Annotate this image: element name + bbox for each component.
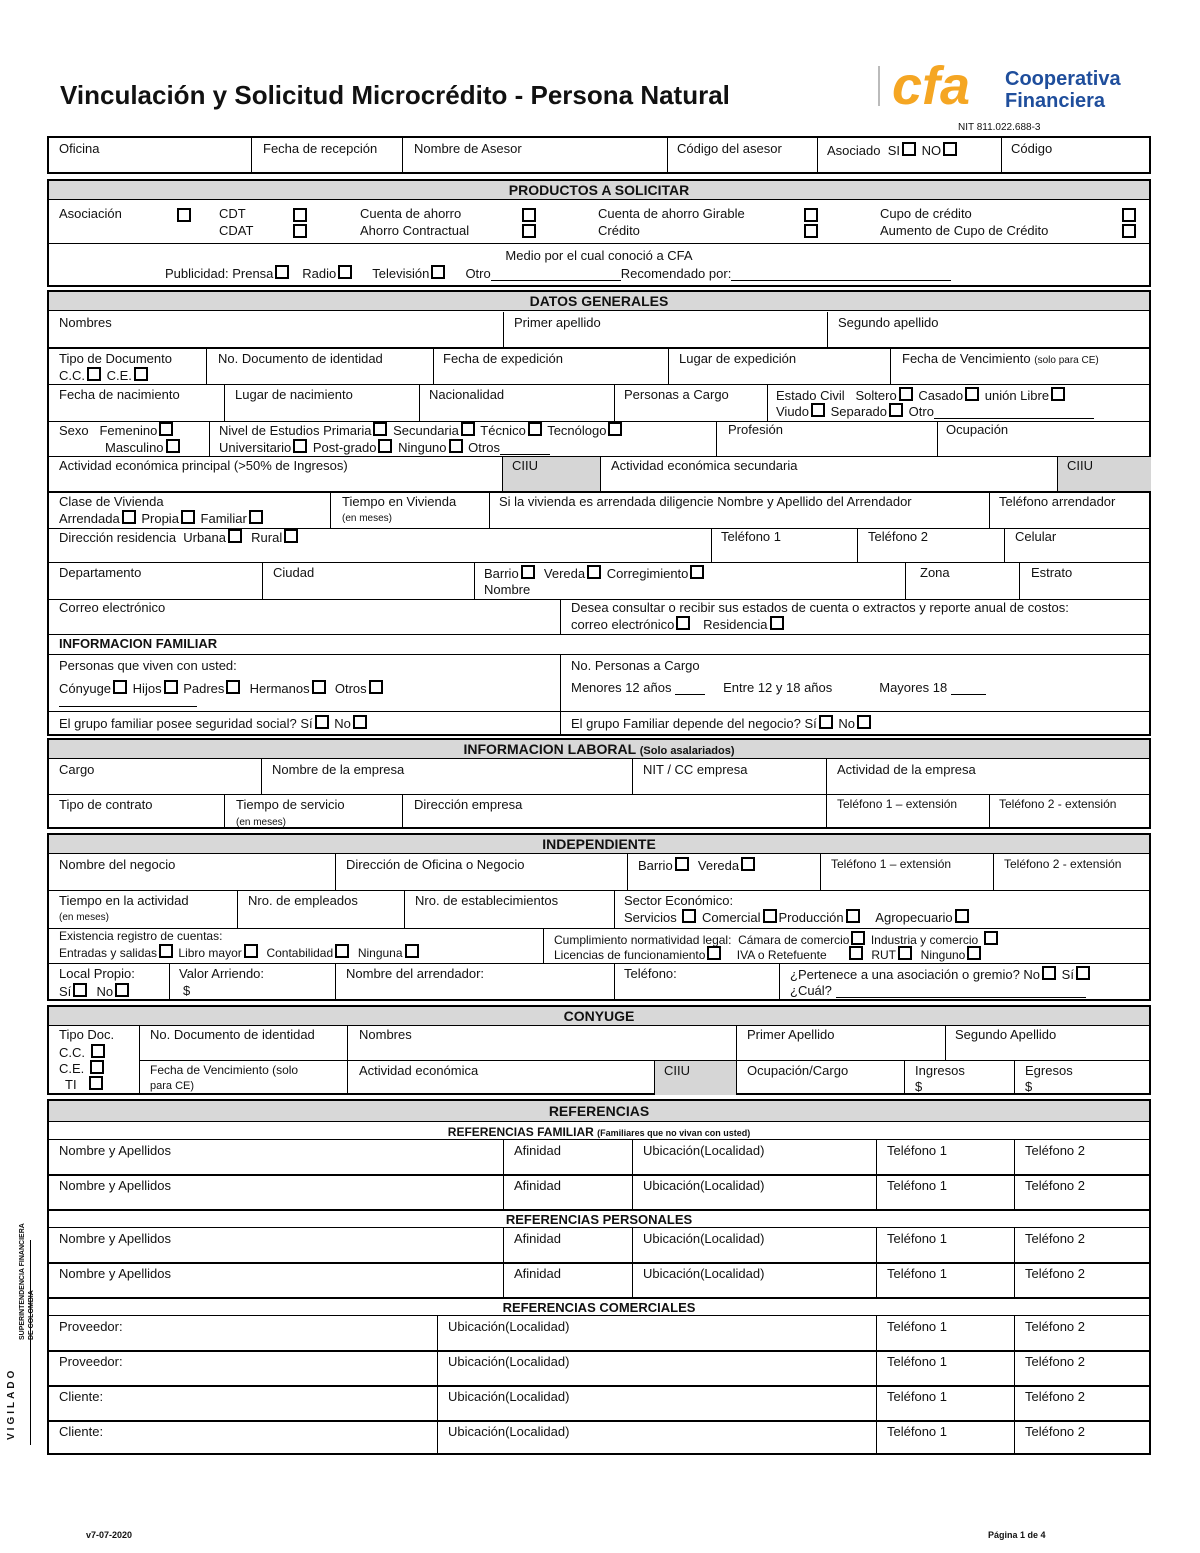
en-meses-independiente-note: (en meses) [59,912,110,923]
primaria-checkbox[interactable] [373,422,387,436]
ref-comercial-tel1-1[interactable]: Teléfono 1 [887,1319,947,1334]
licencias-checkbox[interactable] [707,946,721,960]
cc-checkbox[interactable] [87,367,101,381]
otros-estudios-input[interactable] [500,454,550,455]
telefono1-laboral-field[interactable]: Teléfono 1 – extensión [837,797,958,811]
tipo-documento-label: Tipo de Documento [59,351,172,366]
sector-economico-label: Sector Económico: [624,893,734,908]
arrendada-checkbox[interactable] [122,510,136,524]
vereda-checkbox[interactable] [587,565,601,579]
ref-comercial-proveedor-1[interactable]: Proveedor: [59,1319,123,1334]
conyuge-cc-option: C.C. [59,1044,107,1060]
extractos-label: Desea consultar o recibir sus estados de cuenta o extractos y reporte anual de costos: [571,600,1069,615]
ref-comercial-ubicacion-4[interactable]: Ubicación(Localidad) [448,1424,570,1439]
cupo-credito-checkbox[interactable] [1122,208,1136,222]
cuenta-ahorro-checkbox[interactable] [522,208,536,222]
tiempo-servicio-field[interactable]: Tiempo de servicio [236,797,345,812]
credito-checkbox[interactable] [804,224,818,238]
cuenta-girable-checkbox[interactable] [804,208,818,222]
ahorro-contractual-label: Ahorro Contractual [360,223,470,238]
ciiu-secundaria-field[interactable]: CIIU [1067,458,1093,473]
codigo-asesor-field[interactable]: Código del asesor [677,141,782,156]
conyuge-ingresos-field[interactable]: Ingresos [915,1063,965,1078]
actividad-empresa-field[interactable]: Actividad de la empresa [837,762,976,777]
ref-comercial-tel2-1[interactable]: Teléfono 2 [1025,1319,1085,1334]
tecnico-checkbox[interactable] [528,422,542,436]
seguridad-no-checkbox[interactable] [353,715,367,729]
depende-no-checkbox[interactable] [857,715,871,729]
ref-familiar-nombre-1[interactable]: Nombre y Apellidos [59,1143,171,1158]
nombre-negocio-field[interactable]: Nombre del negocio [59,857,176,872]
personas-cargo-field[interactable]: Personas a Cargo [624,387,729,402]
gremio-cual: ¿Cuál? [790,983,1086,998]
ref-comercial-tel1-3[interactable]: Teléfono 1 [887,1389,947,1404]
credito-label: Crédito [598,223,640,238]
ref-personal-tel2-2[interactable]: Teléfono 2 [1025,1266,1085,1281]
conyuge-ce-option: C.E. [59,1060,106,1076]
barrio-checkbox[interactable] [521,565,535,579]
depende-si-checkbox[interactable] [819,715,833,729]
correo-electronico-field[interactable]: Correo electrónico [59,600,166,615]
conyuge-ce-checkbox[interactable] [90,1060,104,1074]
cumplimiento-options: Cumplimiento normatividad legal: Cámara de comercio Industria y comercio [554,931,1000,948]
barrio-options: Barrio Vereda Corregimiento [484,565,706,581]
telefono2-field[interactable]: Teléfono 2 [868,529,928,544]
rut-checkbox[interactable] [898,946,912,960]
gremio-no-checkbox[interactable] [1042,966,1056,980]
estrato-field[interactable]: Estrato [1031,565,1073,580]
ciudad-field[interactable]: Ciudad [273,565,315,580]
mayores-input[interactable] [951,694,986,695]
informacion-familiar-title: INFORMACION FAMILIAR [59,636,218,651]
tipo-contrato-field[interactable]: Tipo de contrato [59,797,153,812]
produccion-checkbox[interactable] [846,909,860,923]
ref-personal-ubicacion-2[interactable]: Ubicación(Localidad) [643,1266,765,1281]
profesion-field[interactable]: Profesión [728,422,783,437]
informacion-laboral-section [47,738,1151,829]
svg-text:cfa: cfa [892,56,971,114]
ref-comercial-cliente-1[interactable]: Cliente: [59,1389,104,1404]
conyuge-para-ce-note: para CE) [150,1080,195,1092]
ref-familiar-tel2-2[interactable]: Teléfono 2 [1025,1178,1085,1193]
page-title: Vinculación y Solicitud Microcrédito - Persona Natural [60,80,730,110]
referencias-personales-title: REFERENCIAS PERSONALES [505,1212,693,1227]
ref-comercial-ubicacion-2[interactable]: Ubicación(Localidad) [448,1354,570,1369]
productos-band: PRODUCTOS A SOLICITAR [49,181,1149,200]
conyuge-ocupacion-field[interactable]: Ocupación/Cargo [747,1063,849,1078]
libro-mayor-checkbox[interactable] [244,944,258,958]
corregimiento-checkbox[interactable] [690,565,704,579]
ref-familiar-ubicacion-2[interactable]: Ubicación(Localidad) [643,1178,765,1193]
gremio-cual-input[interactable] [836,997,1086,998]
conyuge-actividad-field[interactable]: Actividad económica [359,1063,479,1078]
personas-viven-label: Personas que viven con usted: [59,658,237,673]
depende-negocio-question: El grupo Familiar depende del negocio? Sí No [571,715,873,731]
celular-field[interactable]: Celular [1015,529,1057,544]
masculino-checkbox[interactable] [166,439,180,453]
aumento-cupo-label: Aumento de Cupo de Crédito [880,223,1049,238]
fecha-expedicion-field[interactable]: Fecha de expedición [443,351,563,366]
nombre-empresa-field[interactable]: Nombre de la empresa [272,762,405,777]
conyuge-cc-checkbox[interactable] [91,1044,105,1058]
conyuge-ciiu-field[interactable]: CIIU [664,1063,690,1078]
ref-familiar-tel1-2[interactable]: Teléfono 1 [887,1178,947,1193]
svg-text:Financiera: Financiera [1005,90,1106,112]
conyuge-ti-checkbox[interactable] [89,1076,103,1090]
union-libre-checkbox[interactable] [1051,387,1065,401]
datos-generales-section [47,290,1151,736]
medio-label: Medio por el cual conoció a CFA [505,248,693,263]
tiempo-actividad-field[interactable]: Tiempo en la actividad [59,893,189,908]
camara-checkbox[interactable] [851,931,865,945]
menores-input[interactable] [675,694,705,695]
ce-checkbox[interactable] [134,367,148,381]
lugar-nacimiento-field[interactable]: Lugar de nacimiento [235,387,353,402]
personas-cargo-inputs: Menores 12 años Entre 12 y 18 años Mayores 18 [571,680,986,695]
tiempo-vivienda-field[interactable]: Tiempo en Vivienda [342,494,457,509]
asociado-no-checkbox[interactable] [943,142,957,156]
ninguno-legal-checkbox[interactable] [967,946,981,960]
prensa-checkbox[interactable] [275,265,289,279]
asociacion-checkbox[interactable] [177,208,191,222]
industria-checkbox[interactable] [984,931,998,945]
codigo-field[interactable]: Código [1011,141,1053,156]
ref-comercial-proveedor-2[interactable]: Proveedor: [59,1354,123,1369]
asociado-field: Asociado SI NO [827,142,959,158]
seguridad-social-question: El grupo familiar posee seguridad social? Sí No [59,715,369,731]
direccion-residencia-field[interactable]: Dirección residencia Urbana Rural [59,529,300,545]
propia-checkbox[interactable] [181,510,195,524]
tecnologo-checkbox[interactable] [608,422,622,436]
local-si-checkbox[interactable] [73,983,87,997]
medio-options: Publicidad: Prensa Radio Televisión Otro Recomendado por: [165,265,951,281]
ref-personal-ubicacion-1[interactable]: Ubicación(Localidad) [643,1231,765,1246]
sector-options: Servicios Comercial Producción Agropecuario [624,909,971,925]
nit-empresa-field[interactable]: NIT / CC empresa [643,762,748,777]
ahorro-contractual-checkbox[interactable] [522,224,536,238]
nombre-barrio-field[interactable]: Nombre [484,582,531,597]
productos-section [47,179,1151,287]
recomendado-input[interactable] [731,280,951,281]
ref-comercial-tel1-2[interactable]: Teléfono 1 [887,1354,947,1369]
femenino-checkbox[interactable] [159,422,173,436]
ref-familiar-ubicacion-1[interactable]: Ubicación(Localidad) [643,1143,765,1158]
ref-familiar-tel2-1[interactable]: Teléfono 2 [1025,1143,1085,1158]
local-propio-options: Sí No [59,983,131,999]
nombre-arrendador-field[interactable]: Nombre del arrendador: [346,966,485,981]
separado-checkbox[interactable] [889,403,903,417]
cdt-label: CDT [219,206,246,221]
conyuge-band: CONYUGE [49,1007,1149,1026]
nombre-asesor-field[interactable]: Nombre de Asesor [414,141,522,156]
ref-familiar-afinidad-2[interactable]: Afinidad [514,1178,561,1193]
registro-cuentas-label: Existencia registro de cuentas: [59,929,223,943]
departamento-field[interactable]: Departamento [59,565,142,580]
otro-medio-input[interactable] [491,280,621,281]
sexo-options: Sexo Femenino [59,422,175,438]
independiente-section [47,833,1151,1001]
postgrado-checkbox[interactable] [378,439,392,453]
gremio-question: ¿Pertenece a una asociación o gremio? No Sí [790,966,1092,982]
en-meses-laboral-note: (en meses) [236,817,287,828]
ninguno-estudios-checkbox[interactable] [449,439,463,453]
header-section [47,136,1151,174]
telefono1-field[interactable]: Teléfono 1 [721,529,781,544]
ref-comercial-tel1-4[interactable]: Teléfono 1 [887,1424,947,1439]
lugar-expedicion-field[interactable]: Lugar de expedición [679,351,797,366]
page-number: Página 1 de 4 [988,1530,1046,1540]
telefono2-laboral-field[interactable]: Teléfono 2 - extensión [999,797,1117,811]
actividad-principal-field[interactable]: Actividad económica principal (>50% de Ingresos) [59,458,348,473]
secundaria-checkbox[interactable] [461,422,475,436]
television-checkbox[interactable] [431,265,445,279]
primer-apellido-field[interactable]: Primer apellido [514,315,601,330]
referencias-section [47,1099,1151,1455]
cdat-checkbox[interactable] [293,224,307,238]
asociado-si-checkbox[interactable] [902,142,916,156]
arrendador-field[interactable]: Si la vivienda es arrendada diligencie Nombre y Apellido del Arrendador [499,494,912,509]
vigilado-label: VIGILADO [6,1367,17,1440]
cuenta-girable-label: Cuenta de ahorro Girable [598,206,745,221]
local-propio-label: Local Propio: [59,966,135,981]
ref-comercial-tel2-3[interactable]: Teléfono 2 [1025,1389,1085,1404]
telefono2-negocio-field[interactable]: Teléfono 2 - extensión [1004,857,1122,871]
hermanos-checkbox[interactable] [312,680,326,694]
entradas-checkbox[interactable] [159,944,173,958]
viudo-checkbox[interactable] [811,403,825,417]
ref-personal-nombre-2[interactable]: Nombre y Apellidos [59,1266,171,1281]
no-personas-cargo-label: No. Personas a Cargo [571,658,700,673]
vereda-negocio-checkbox[interactable] [741,857,755,871]
establecimientos-field[interactable]: Nro. de establecimientos [415,893,559,908]
version-label: v7-07-2020 [86,1530,133,1540]
ninguna-checkbox[interactable] [405,944,419,958]
nit-label: NIT 811.022.688-3 [958,122,1041,133]
clase-vivienda-options: Arrendada Propia Familiar [59,510,265,526]
empleados-field[interactable]: Nro. de empleados [248,893,358,908]
conyuge-egresos-currency: $ [1025,1079,1033,1094]
ref-comercial-ubicacion-3[interactable]: Ubicación(Localidad) [448,1389,570,1404]
gremio-si-checkbox[interactable] [1076,966,1090,980]
soltero-checkbox[interactable] [899,387,913,401]
ref-comercial-tel2-2[interactable]: Teléfono 2 [1025,1354,1085,1369]
ref-personal-afinidad-2[interactable]: Afinidad [514,1266,561,1281]
telefono1-negocio-field[interactable]: Teléfono 1 – extensión [831,857,952,871]
conyuge-ti-option: TI [65,1076,105,1092]
ref-comercial-cliente-2[interactable]: Cliente: [59,1424,104,1439]
otro-estado-input[interactable] [934,418,1094,419]
referencias-band: REFERENCIAS [49,1101,1149,1122]
zona-field[interactable]: Zona [920,565,950,580]
no-documento-field[interactable]: No. Documento de identidad [218,351,383,366]
ref-familiar-afinidad-1[interactable]: Afinidad [514,1143,561,1158]
datos-generales-band: DATOS GENERALES [49,292,1149,311]
ciiu-principal-field[interactable]: CIIU [512,458,538,473]
aumento-cupo-checkbox[interactable] [1122,224,1136,238]
extracto-residencia-checkbox[interactable] [770,616,784,630]
registro-cuentas-options: Entradas y salidas Libro mayor Contabilidad Ninguna [59,944,421,961]
ref-personal-nombre-1[interactable]: Nombre y Apellidos [59,1231,171,1246]
ref-personal-tel1-2[interactable]: Teléfono 1 [887,1266,947,1281]
cdat-label: CDAT [219,223,254,238]
valor-arriendo-field[interactable]: Valor Arriendo: [179,966,265,981]
extractos-options: correo electrónico Residencia [571,616,786,632]
conyuge-segundo-apellido-field[interactable]: Segundo Apellido [955,1027,1057,1042]
conyuge-section [47,1005,1151,1095]
estado-civil-options: Estado Civil Soltero Casado unión Libre [776,387,1067,403]
referencias-familiar-title: REFERENCIAS FAMILIAR (Familiares que no vivan con usted) [447,1125,751,1139]
cuenta-ahorro-label: Cuenta de ahorro [360,206,462,221]
en-meses-note: (en meses) [342,513,393,524]
ref-comercial-ubicacion-1[interactable]: Ubicación(Localidad) [448,1319,570,1334]
referencias-comerciales-title: REFERENCIAS COMERCIALES [502,1300,696,1315]
iva-checkbox[interactable] [849,946,863,960]
agropecuario-checkbox[interactable] [955,909,969,923]
seguridad-si-checkbox[interactable] [315,715,329,729]
cdt-checkbox[interactable] [293,208,307,222]
sexo-options-2: Masculino [105,439,182,455]
nombres-field[interactable]: Nombres [59,315,112,330]
casado-checkbox[interactable] [965,387,979,401]
estado-civil-options-2: Viudo Separado Otro [776,403,1094,419]
fecha-vencimiento-field[interactable]: Fecha de Vencimiento (solo para CE) [902,351,1099,366]
comercial-checkbox[interactable] [763,909,777,923]
conyuge-tipo-doc-label: Tipo Doc. [59,1027,115,1042]
clase-vivienda-label: Clase de Vivienda [59,494,164,509]
personas-viven-options: Cónyuge Hijos Padres Hermanos Otros [59,680,385,696]
ocupacion-field[interactable]: Ocupación [946,422,1009,437]
urbana-checkbox[interactable] [228,529,242,543]
direccion-empresa-field[interactable]: Dirección empresa [414,797,523,812]
hijos-checkbox[interactable] [164,680,178,694]
otros-familia-checkbox[interactable] [369,680,383,694]
conyuge-fecha-venc-field[interactable]: Fecha de Vencimiento (solo [150,1063,299,1077]
conyuge-nombres-field[interactable]: Nombres [359,1027,412,1042]
nivel-estudios-options-2: Universitario Post-grado Ninguno Otros [219,439,550,455]
familiar-vivienda-checkbox[interactable] [249,510,263,524]
nivel-estudios-options: Nivel de Estudios Primaria Secundaria Técnico Tecnólogo [219,422,624,438]
nacionalidad-field[interactable]: Nacionalidad [429,387,505,402]
cfa-logo [878,52,1133,114]
telefono-arrendador-negocio-field[interactable]: Teléfono: [624,966,677,981]
ref-comercial-tel2-4[interactable]: Teléfono 2 [1025,1424,1085,1439]
asociacion-option[interactable]: Asociación [59,206,122,221]
conyuge-checkbox[interactable] [113,680,127,694]
segundo-apellido-field[interactable]: Segundo apellido [838,315,939,330]
oficina-field[interactable]: Oficina [59,141,100,156]
actividad-secundaria-field[interactable]: Actividad económica secundaria [611,458,798,473]
servicios-checkbox[interactable] [682,909,696,923]
extracto-correo-checkbox[interactable] [676,616,690,630]
radio-checkbox[interactable] [338,265,352,279]
conyuge-ingresos-currency: $ [915,1079,923,1094]
cargo-field[interactable]: Cargo [59,762,95,777]
barrio-vereda-options: Barrio Vereda [638,857,757,873]
conyuge-egresos-field[interactable]: Egresos [1025,1063,1073,1078]
ref-personal-tel2-1[interactable]: Teléfono 2 [1025,1231,1085,1246]
ref-familiar-tel1-1[interactable]: Teléfono 1 [887,1143,947,1158]
fecha-nacimiento-field[interactable]: Fecha de nacimiento [59,387,180,402]
cumplimiento-options-2: Licencias de funcionamiento IVA o Retefuente RUT Ninguno [554,946,983,963]
telefono-arrendador-field[interactable]: Teléfono arrendador [999,494,1116,509]
direccion-negocio-field[interactable]: Dirección de Oficina o Negocio [346,857,525,872]
independiente-band: INDEPENDIENTE [49,835,1149,854]
conyuge-no-doc-field[interactable]: No. Documento de identidad [150,1027,315,1042]
padres-checkbox[interactable] [226,680,240,694]
svg-text:Cooperativa: Cooperativa [1005,68,1121,90]
universitario-checkbox[interactable] [293,439,307,453]
cupo-credito-label: Cupo de crédito [880,206,972,221]
superintendencia-label: SUPERINTENDENCIA FINANCIERA DE COLOMBIA [19,1223,35,1340]
valor-arriendo-currency: $ [183,983,191,998]
fecha-recepcion-field[interactable]: Fecha de recepción [263,141,378,156]
barrio-negocio-checkbox[interactable] [675,857,689,871]
ref-familiar-nombre-2[interactable]: Nombre y Apellidos [59,1178,171,1193]
ref-personal-afinidad-1[interactable]: Afinidad [514,1231,561,1246]
rural-checkbox[interactable] [284,529,298,543]
local-no-checkbox[interactable] [115,983,129,997]
contabilidad-checkbox[interactable] [335,944,349,958]
conyuge-primer-apellido-field[interactable]: Primer Apellido [747,1027,835,1042]
laboral-band: INFORMACION LABORAL (Solo asalariados) [49,740,1149,759]
ref-personal-tel1-1[interactable]: Teléfono 1 [887,1231,947,1246]
tipo-documento-options: C.C. C.E. [59,367,150,383]
